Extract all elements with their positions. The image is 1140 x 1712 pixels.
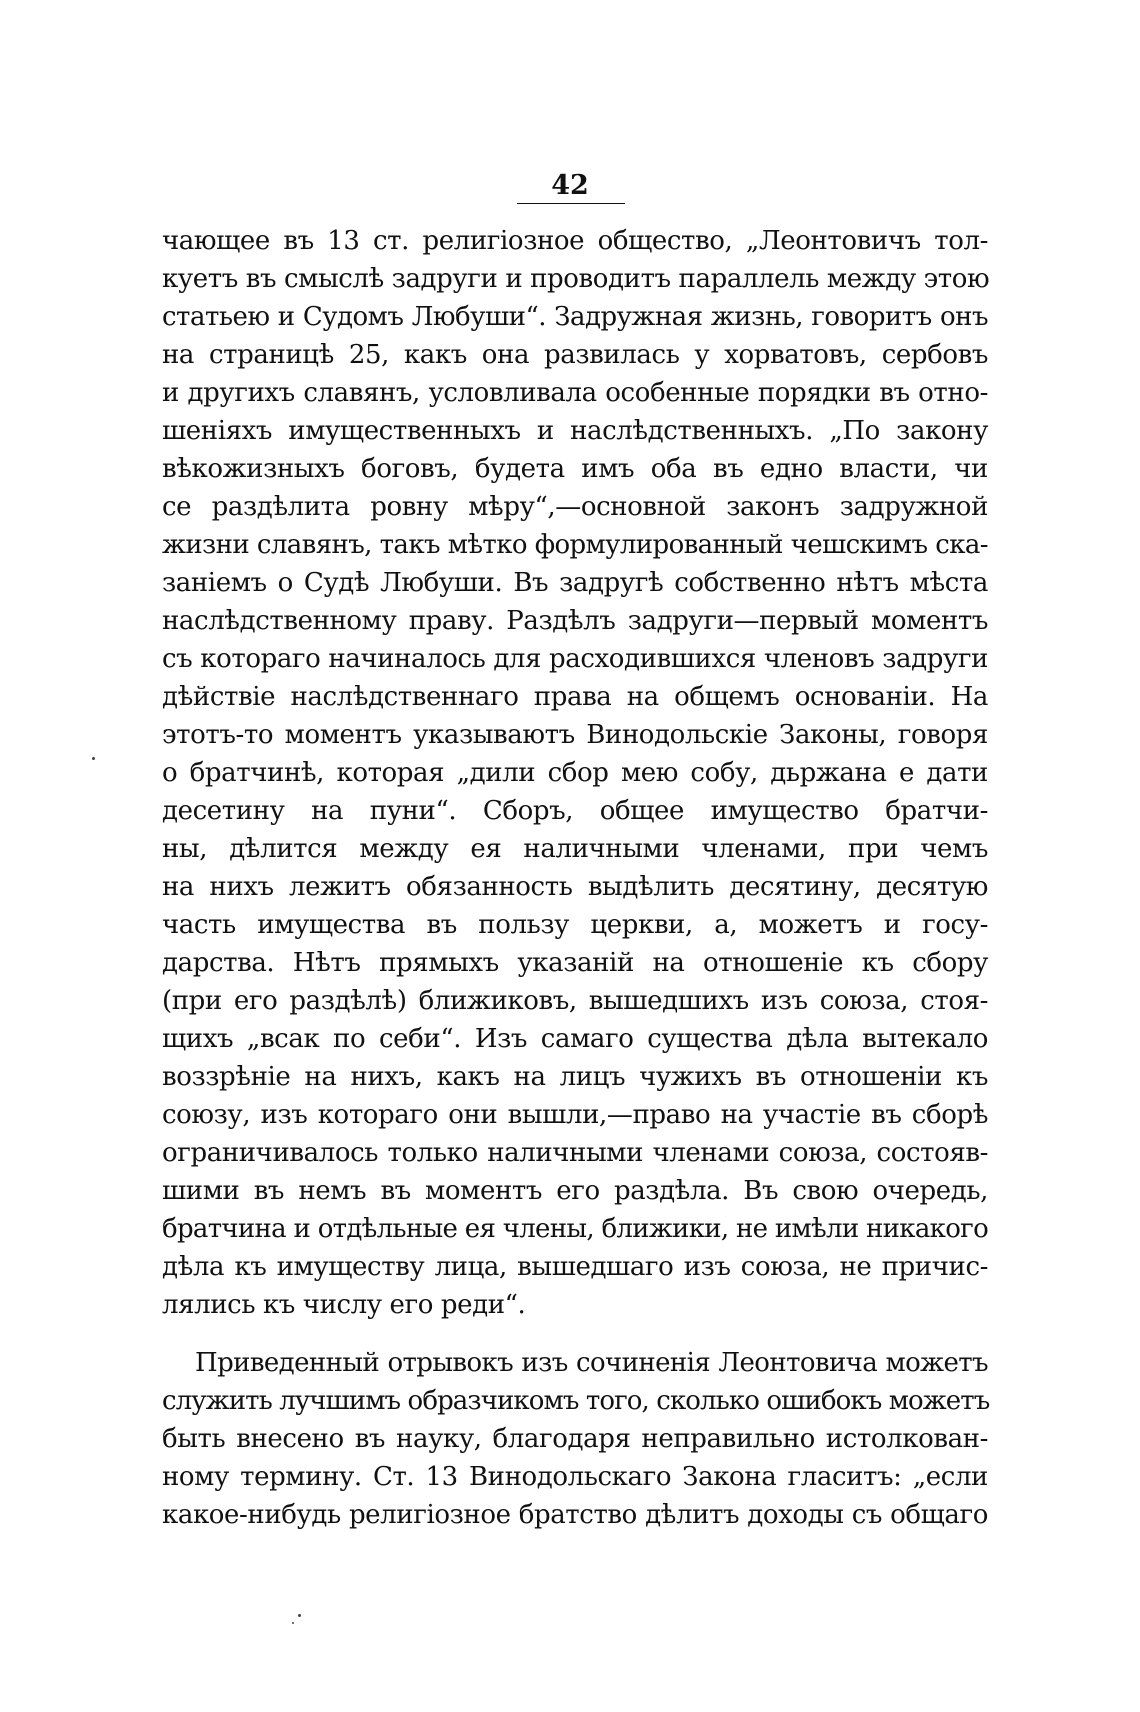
text-line: служить лучшимъ образчикомъ того, сколько ошибокъ можетъ — [162, 1386, 990, 1416]
text-line: часть имущества въ пользу церкви, а, можетъ и госу- — [162, 910, 988, 940]
text-line: лялись къ числу его реди“. — [162, 1290, 526, 1320]
text-line: какое-нибудь религіозное братство дѣлитъ доходы съ общаго — [162, 1500, 988, 1530]
scan-speck — [298, 1614, 301, 1617]
text-line: десетину на пуни“. Сборъ, общее имущество братчи- — [162, 796, 988, 826]
text-line: ограничивалось только наличными членами союза, состояв- — [162, 1138, 988, 1168]
scan-speck — [92, 757, 95, 760]
text-line: жизни славянъ, такъ мѣтко формулированный чешскимъ ска- — [162, 530, 988, 560]
text-line: воззрѣніе на нихъ, какъ на лицъ чужихъ въ отношеніи къ — [162, 1062, 988, 1092]
text-line: и другихъ славянъ, условливала особенные порядки въ отно- — [162, 378, 988, 408]
text-line: быть внесено въ науку, благодаря неправильно истолкован- — [162, 1424, 988, 1454]
text-line: статьею и Судомъ Любуши“. Задружная жизнь, говоритъ онъ — [162, 302, 988, 332]
text-line: этотъ-то моментъ указываютъ Винодольскіе Законы, говоря — [162, 720, 988, 750]
text-line: на страницѣ 25, какъ она развилась у хорватовъ, сербовъ — [162, 340, 988, 370]
text-line: куетъ въ смыслѣ задруги и проводитъ параллель между этою — [162, 264, 990, 294]
text-line: се раздѣлита ровну мѣру“,—основной законъ задружной — [162, 492, 988, 522]
text-line: союзу, изъ котораго они вышли,—право на участіе въ сборѣ — [162, 1100, 988, 1130]
text-line: ному термину. Ст. 13 Винодольскаго Закона гласитъ: „если — [162, 1462, 988, 1492]
page-number: 42 — [551, 170, 589, 201]
text-line: наслѣдственному праву. Раздѣлъ задруги—первый моментъ — [162, 606, 988, 636]
text-line: ны, дѣлится между ея наличными членами, при чемъ — [162, 834, 988, 864]
text-line: заніемъ о Судѣ Любуши. Въ задругѣ собственно нѣтъ мѣста — [162, 568, 988, 598]
text-line: съ котораго начиналось для расходившихся членовъ задруги — [162, 644, 988, 674]
text-line: (при его раздѣлѣ) ближиковъ, вышедшихъ изъ союза, стоя- — [162, 986, 988, 1016]
text-line: Приведенный отрывокъ изъ сочиненія Леонтовича можетъ — [195, 1348, 988, 1378]
text-line: братчина и отдѣльные ея члены, ближики, не имѣли никакого — [162, 1214, 989, 1244]
text-line: щихъ „всак по себи“. Изъ самаго существа дѣла вытекало — [162, 1024, 988, 1054]
text-line: шеніяхъ имущественныхъ и наслѣдственныхъ. „По закону — [162, 416, 988, 446]
text-line: шими въ немъ въ моментъ его раздѣла. Въ свою очередь, — [162, 1176, 988, 1206]
text-line: на нихъ лежитъ обязанность выдѣлить десятину, десятую — [162, 872, 988, 902]
text-line: дѣла къ имуществу лица, вышедшаго изъ союза, не причис- — [162, 1252, 988, 1282]
scan-speck — [292, 1622, 294, 1624]
text-line: вѣкожизныхъ боговъ, будета имъ оба въ едно власти, чи — [162, 454, 988, 484]
text-line: о братчинѣ, которая „дили сбор мею собу, дьржана е дати — [162, 758, 988, 788]
text-line: дарства. Нѣтъ прямыхъ указаній на отношеніе къ сбору — [162, 948, 988, 978]
text-line: чающее въ 13 ст. религіозное общество, „Леонтовичъ тол- — [162, 226, 988, 256]
text-line: дѣйствіе наслѣдственнаго права на общемъ основаніи. На — [162, 682, 988, 712]
page-number-rule — [517, 203, 625, 204]
